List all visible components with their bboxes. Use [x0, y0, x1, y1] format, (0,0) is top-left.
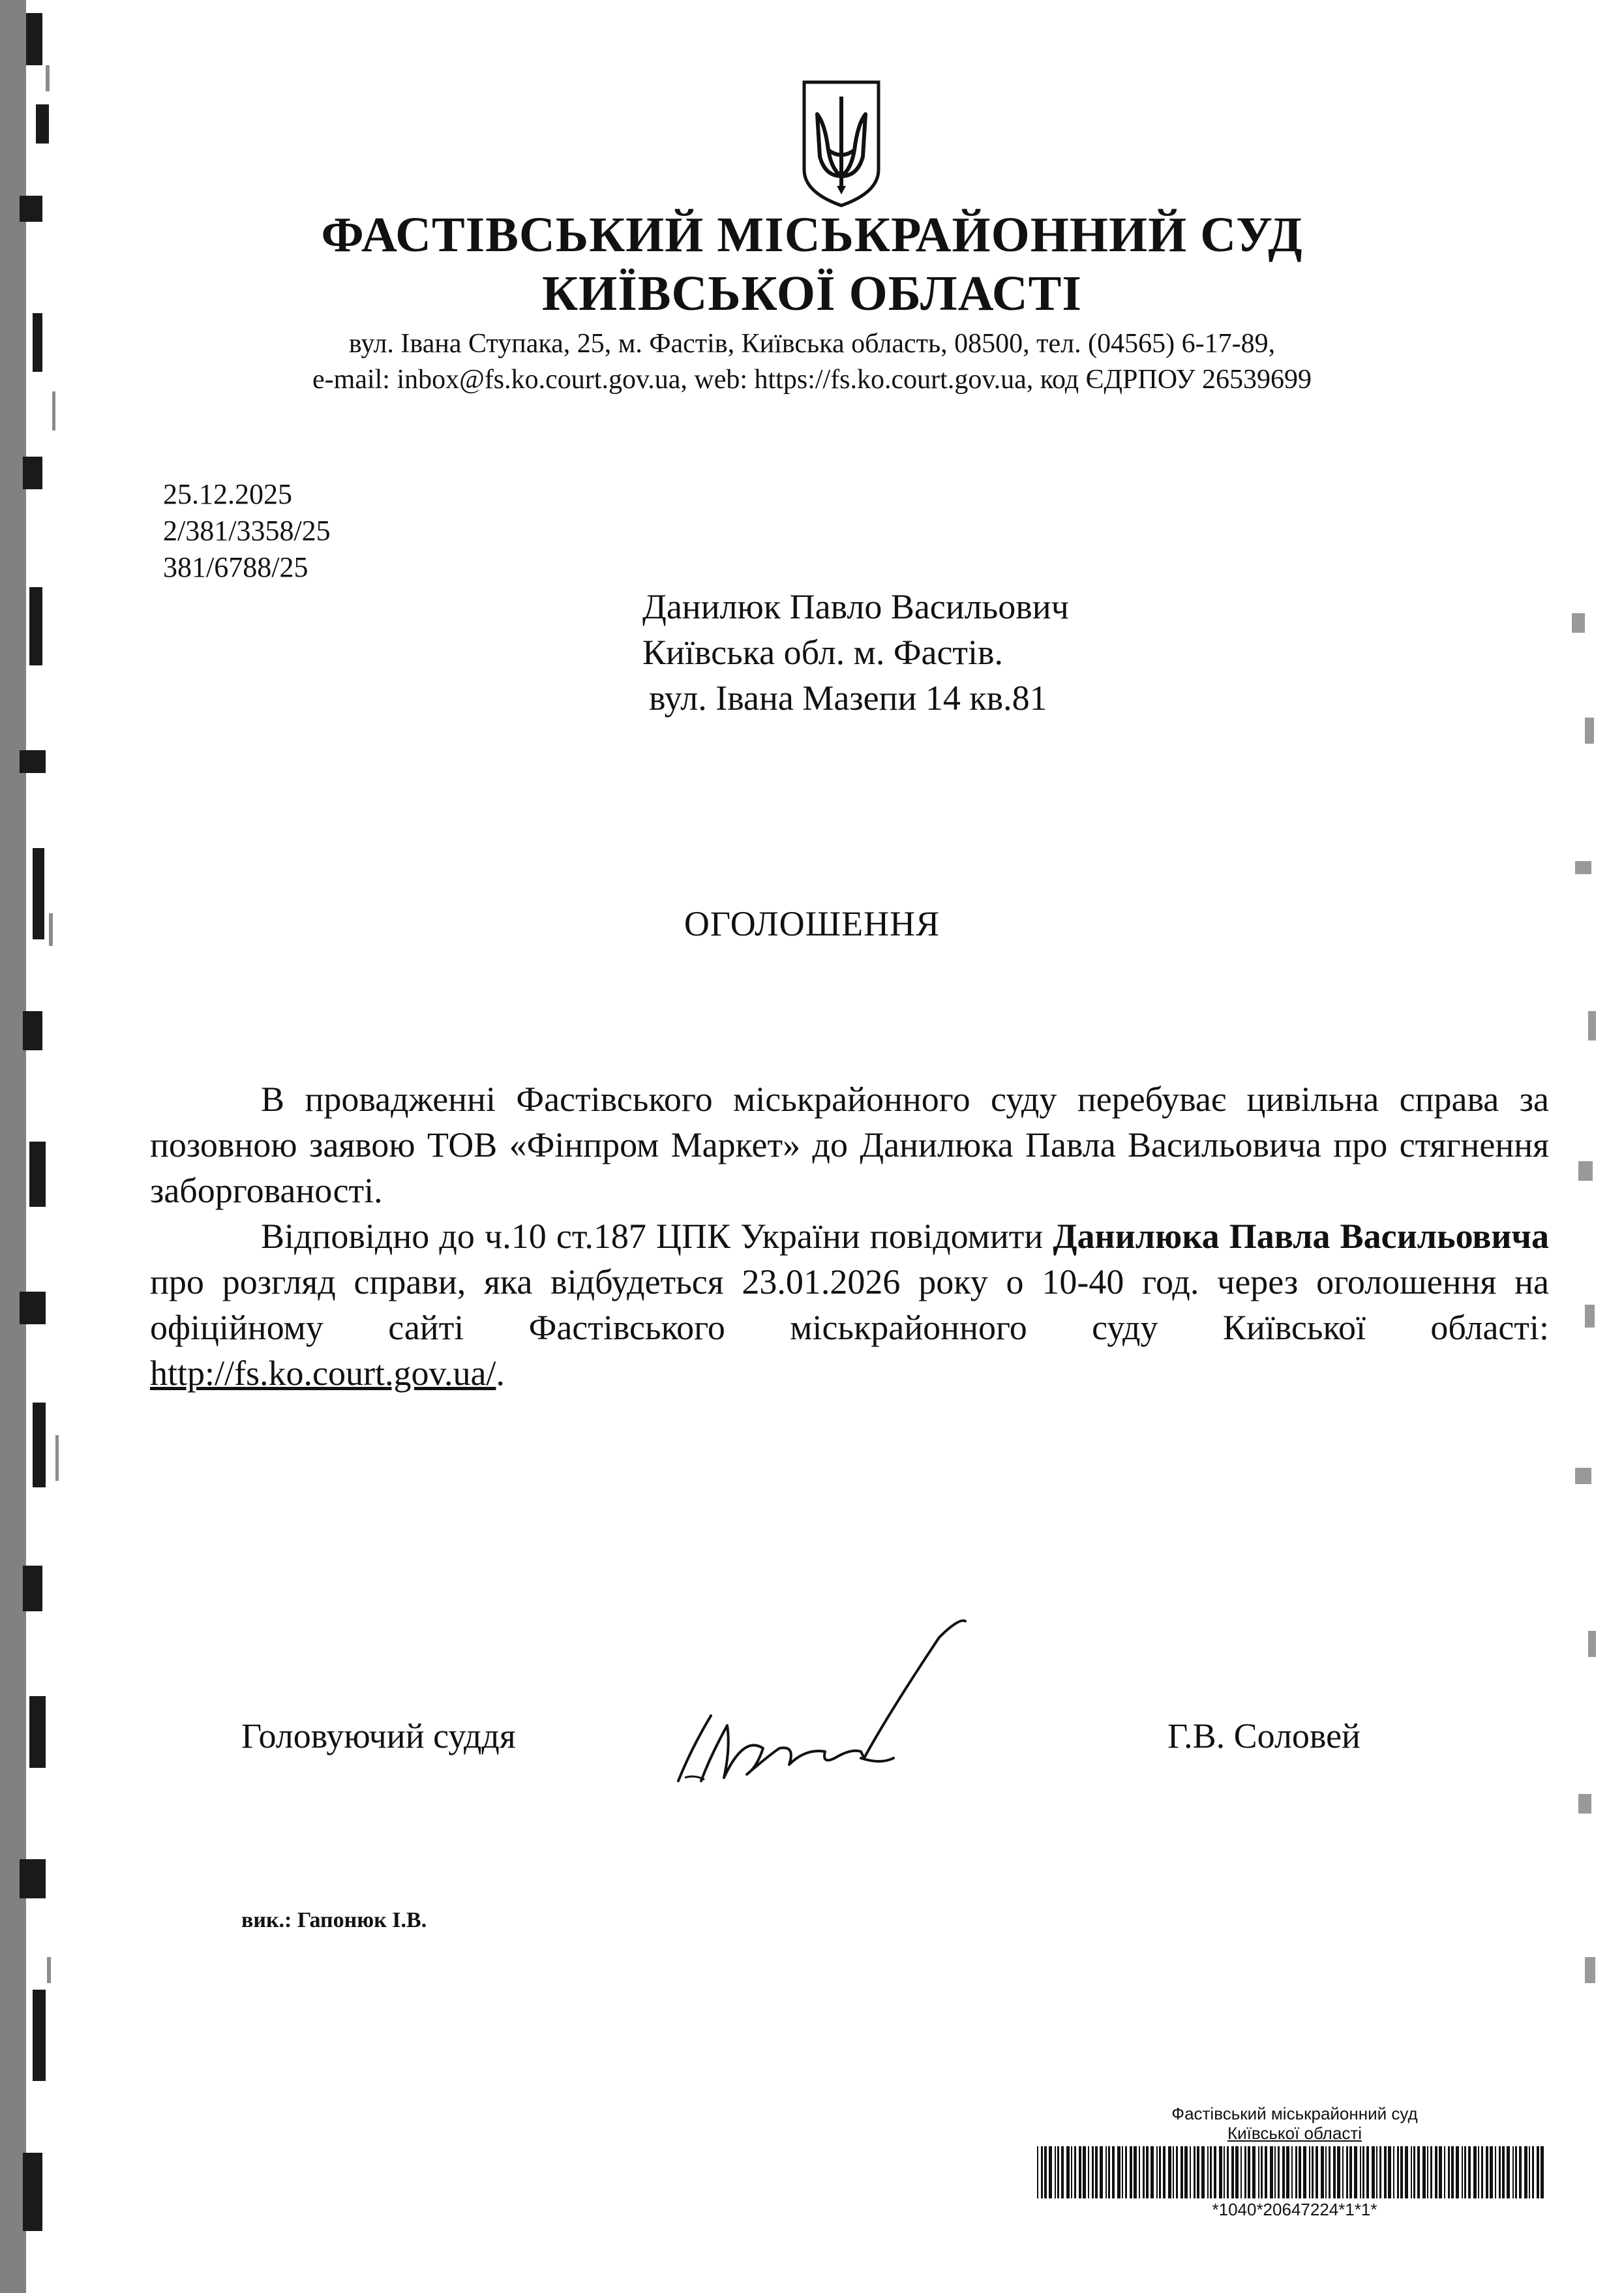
barcode-bar — [1108, 2146, 1110, 2198]
barcode-bar — [1278, 2146, 1280, 2198]
barcode-bar — [1055, 2146, 1056, 2198]
barcode-bar — [1379, 2146, 1381, 2198]
barcode-bar — [1224, 2146, 1225, 2198]
court-website-link[interactable]: http://fs.ko.court.gov.ua/ — [150, 1354, 496, 1393]
barcode-bar — [1430, 2146, 1432, 2198]
barcode-bar — [1168, 2146, 1171, 2198]
barcode-bar — [1462, 2146, 1463, 2198]
barcode-bar — [1400, 2146, 1403, 2198]
barcode-bar — [1194, 2146, 1195, 2198]
barcode-bar — [1316, 2146, 1318, 2198]
barcode-bar — [1312, 2146, 1314, 2198]
barcode-bar — [1376, 2146, 1377, 2198]
barcode-bar — [1490, 2146, 1493, 2198]
barcode-bar — [1541, 2146, 1544, 2198]
recipient-street: вул. Івана Мазепи 14 кв.81 — [649, 678, 1047, 718]
barcode-bar — [1173, 2146, 1174, 2198]
barcode-bar — [1130, 2146, 1132, 2198]
court-contacts — [0, 326, 1624, 398]
barcode-bar — [1337, 2146, 1340, 2198]
barcode-bar — [1519, 2146, 1522, 2198]
barcode-bar — [1156, 2146, 1158, 2198]
barcode-bar — [1227, 2146, 1229, 2198]
barcode-bar — [1105, 2146, 1107, 2198]
barcode-bar — [1176, 2146, 1178, 2198]
barcode-bar — [1444, 2146, 1445, 2198]
barcode-bar — [1190, 2146, 1191, 2198]
barcode-bar — [1362, 2146, 1364, 2198]
barcode-bar — [1248, 2146, 1250, 2198]
trident-emblem-icon — [799, 78, 884, 209]
barcode-bar — [1507, 2146, 1510, 2198]
barcode-bar — [1139, 2146, 1140, 2198]
barcode-bar — [1117, 2146, 1120, 2198]
barcode-bar — [1349, 2146, 1352, 2198]
barcode-bar — [1150, 2146, 1154, 2198]
barcode-bar — [1291, 2146, 1293, 2198]
barcode-bar — [1478, 2146, 1479, 2198]
executor: вик.: Гапонюк І.В. — [241, 1908, 427, 1932]
barcode-bar — [1201, 2146, 1205, 2198]
recipient-name: Данилюк Павло Васильович — [642, 587, 1069, 626]
barcode-bar — [1413, 2146, 1415, 2198]
barcode-bar — [1346, 2146, 1348, 2198]
barcode-bar — [1044, 2146, 1047, 2198]
barcode-bar — [1057, 2146, 1059, 2198]
barcode-bar — [1219, 2146, 1222, 2198]
barcode-bar — [1360, 2146, 1361, 2198]
notice-paragraph-2 — [150, 1213, 1549, 1396]
barcode-bar — [1143, 2146, 1145, 2198]
barcode-bar — [1468, 2146, 1471, 2198]
defendant-name-bold: Данилюка Павла Васильовича — [1053, 1217, 1549, 1256]
court-name-line1: ФАСТІВСЬКИЙ МІСЬКРАЙОННИЙ СУД — [321, 207, 1303, 262]
barcode-bar — [1537, 2146, 1539, 2198]
barcode-bar — [1207, 2146, 1209, 2198]
barcode-bar — [1037, 2146, 1038, 2198]
para2-end: . — [496, 1354, 505, 1393]
barcode-bar — [1512, 2146, 1514, 2198]
barcode-bar — [1464, 2146, 1466, 2198]
barcode-bar — [1405, 2146, 1408, 2198]
scan-noise-right — [1552, 587, 1624, 2120]
barcode-bar — [1274, 2146, 1276, 2198]
court-name-line2: КИЇВСЬКОЇ ОБЛАСТІ — [542, 266, 1082, 321]
barcode-bar — [1354, 2146, 1357, 2198]
barcode-bar — [1258, 2146, 1259, 2198]
barcode-bar — [1422, 2146, 1426, 2198]
barcode-bar — [1265, 2146, 1267, 2198]
barcode-bar — [1180, 2146, 1183, 2198]
para2-rest: про розгляд справи, яка відбудеться 23.01.2026 року о 10-40 год. через оголошення на офіційному сайті Фастівського міськрайонного суду Київської області: — [150, 1262, 1549, 1347]
barcode-bar — [1071, 2146, 1072, 2198]
barcode-bar — [1329, 2146, 1331, 2198]
barcode-bar — [1448, 2146, 1450, 2198]
barcode-bar — [1411, 2146, 1412, 2198]
barcode-bar — [1252, 2146, 1256, 2198]
barcode-bar — [1134, 2146, 1137, 2198]
barcode-bar — [1261, 2146, 1263, 2198]
barcode-bar — [1244, 2146, 1246, 2198]
barcode-bar — [1299, 2146, 1301, 2198]
contacts-web: e-mail: inbox@fs.ko.court.gov.ua, web: https://fs.ko.court.gov.ua, код ЄДРПОУ 26539699 — [312, 365, 1312, 395]
barcode-bar — [1061, 2146, 1064, 2198]
barcode-bar — [1214, 2146, 1216, 2198]
barcode-bar — [1066, 2146, 1070, 2198]
barcode-bar — [1092, 2146, 1094, 2198]
case-number: 381/6788/25 — [163, 551, 308, 583]
barcode-bar — [1295, 2146, 1297, 2198]
barcode-bar — [1393, 2146, 1394, 2198]
barcode-bar — [1088, 2146, 1089, 2198]
barcode-bar — [1163, 2146, 1165, 2198]
barcode-bar — [1515, 2146, 1517, 2198]
notice-heading: ОГОЛОШЕННЯ — [684, 904, 940, 943]
outgoing-number: 2/381/3358/25 — [163, 515, 331, 547]
barcode-bar — [1342, 2146, 1344, 2198]
barcode-bar — [1495, 2146, 1496, 2198]
barcode-bar — [1325, 2146, 1327, 2198]
barcode-bar — [1083, 2146, 1086, 2198]
judge-name: Г.В. Соловей — [1167, 1716, 1361, 1755]
barcode-bar — [1079, 2146, 1081, 2198]
barcode-bar — [1210, 2146, 1212, 2198]
barcode-bar — [1270, 2146, 1273, 2198]
stamp-line2: Київської області — [1227, 2123, 1362, 2143]
barcode-bar — [1481, 2146, 1483, 2198]
barcode-bar — [1100, 2146, 1103, 2198]
barcode-bar — [1303, 2146, 1306, 2198]
barcode-bar — [1095, 2146, 1098, 2198]
barcode-bar — [1146, 2146, 1149, 2198]
barcode-bar — [1309, 2146, 1310, 2198]
barcode-bar — [1486, 2146, 1488, 2198]
barcode-bar — [1041, 2146, 1043, 2198]
court-stamp — [1044, 2104, 1546, 2143]
barcode-bar — [1241, 2146, 1242, 2198]
barcode-bar — [1532, 2146, 1534, 2198]
notice-body — [150, 1076, 1549, 1396]
barcode-bar — [1235, 2146, 1239, 2198]
barcode-bar — [1112, 2146, 1115, 2198]
barcode-bar — [1529, 2146, 1530, 2198]
barcode-bar — [1159, 2146, 1161, 2198]
barcode-bar — [1184, 2146, 1188, 2198]
barcode-bar — [1122, 2146, 1123, 2198]
handwritten-signature — [665, 1618, 991, 1794]
barcode-bar — [1388, 2146, 1391, 2198]
barcode-bar — [1499, 2146, 1501, 2198]
barcode-number: *1040*20647224*1*1* — [1212, 2200, 1377, 2219]
stamp-line1: Фастівський міськрайонний суд — [1171, 2104, 1418, 2123]
barcode-bar — [1321, 2146, 1324, 2198]
barcode-bar — [1524, 2146, 1527, 2198]
barcode-bar — [1439, 2146, 1442, 2198]
barcode-bar — [1473, 2146, 1477, 2198]
barcode-icon — [1037, 2146, 1546, 2198]
recipient-city: Київська обл. м. Фастів. — [642, 633, 1004, 672]
barcode-bar — [1197, 2146, 1199, 2198]
document-date: 25.12.2025 — [163, 478, 292, 510]
notice-paragraph-1: В провадженні Фастівського міськрайонного суду перебуває цивільна справа за позовною заявою ТОВ «Фінпром Маркет» до Данилюка Павла Васильовича про стягнення заборгованості. — [150, 1080, 1549, 1210]
barcode-bar — [1451, 2146, 1454, 2198]
barcode-bar — [1074, 2146, 1076, 2198]
judge-position: Головуючий суддя — [241, 1716, 516, 1755]
barcode-bar — [1417, 2146, 1420, 2198]
barcode-bar — [1502, 2146, 1505, 2198]
barcode-bar — [1427, 2146, 1428, 2198]
barcode-bar — [1282, 2146, 1285, 2198]
barcode-bar — [1366, 2146, 1369, 2198]
para2-intro: Відповідно до ч.10 ст.187 ЦПК України повідомити — [261, 1217, 1053, 1256]
barcode-bar — [1456, 2146, 1459, 2198]
contacts-address: вул. Івана Ступака, 25, м. Фастів, Київська область, 08500, тел. (04565) 6-17-89, — [348, 329, 1276, 359]
barcode-bar — [1125, 2146, 1127, 2198]
barcode-bar — [1286, 2146, 1289, 2198]
barcode-bar — [1231, 2146, 1234, 2198]
barcode-bar — [1435, 2146, 1437, 2198]
barcode-bar — [1397, 2146, 1399, 2198]
barcode-bar — [1384, 2146, 1387, 2198]
barcode-bar — [1333, 2146, 1336, 2198]
barcode-bar — [1372, 2146, 1375, 2198]
barcode-bar — [1049, 2146, 1052, 2198]
